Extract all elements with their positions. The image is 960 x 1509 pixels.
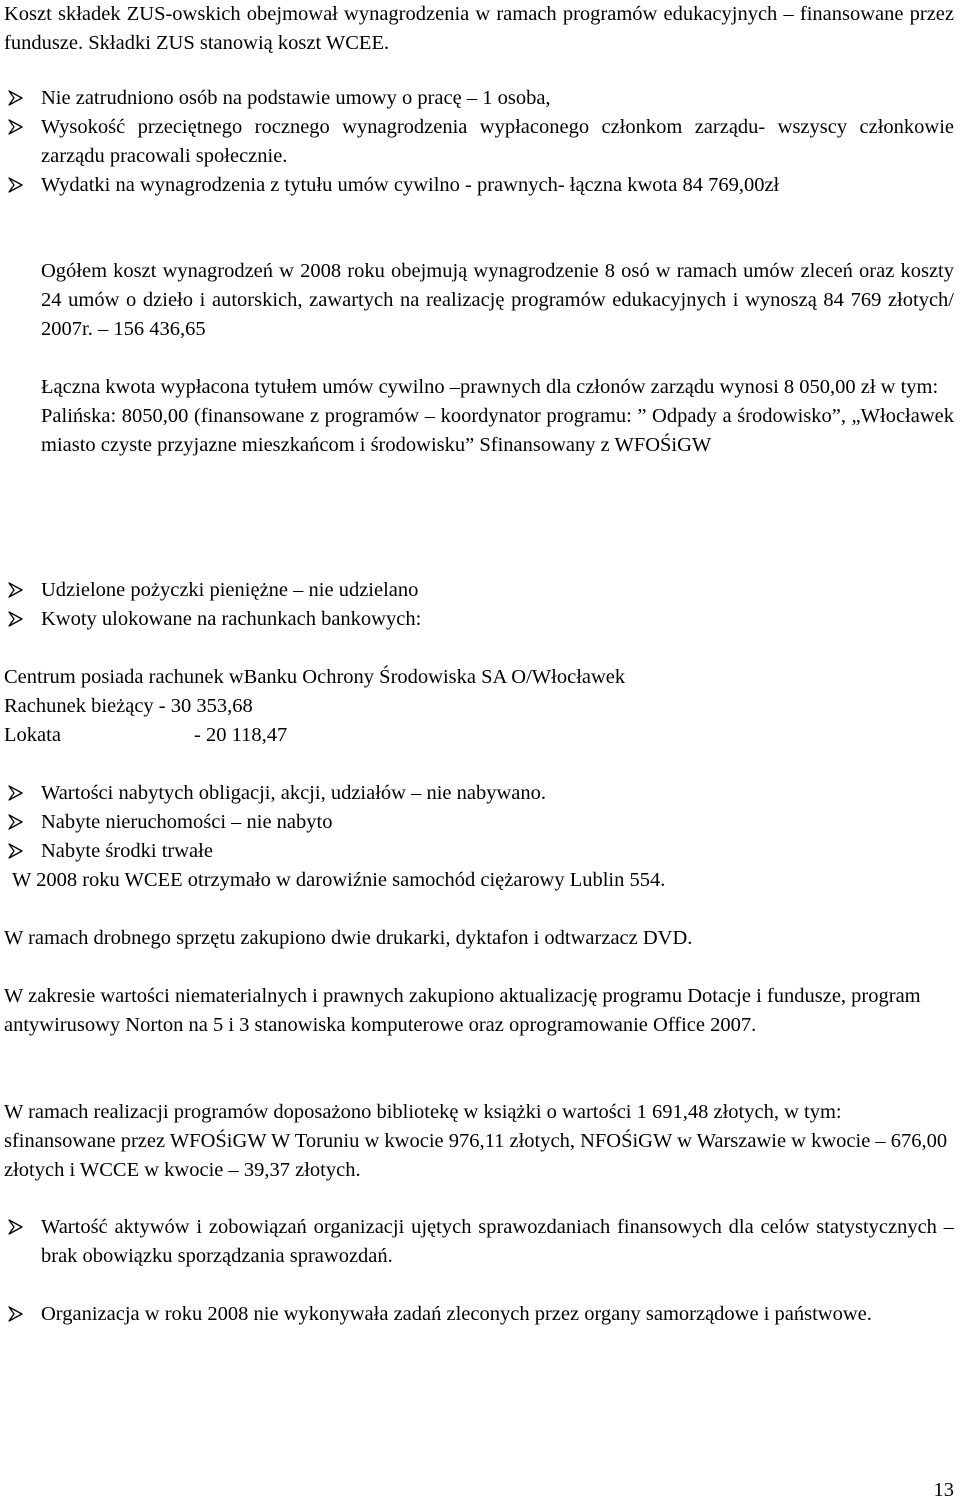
bullet-list-employment xyxy=(4,84,954,200)
arrowhead-bullet-icon xyxy=(7,611,23,627)
bullet-text: Nabyte środki trwałe xyxy=(41,840,213,862)
list-item xyxy=(4,171,954,200)
printers-section xyxy=(4,924,954,953)
arrowhead-bullet-icon xyxy=(7,1306,23,1322)
arrowhead-bullet-icon xyxy=(7,785,23,801)
page-number: 13 xyxy=(933,1479,954,1501)
list-item xyxy=(4,84,954,113)
board-section xyxy=(4,373,954,460)
bullet-text: Wydatki na wynagrodzenia z tytułu umów cywilno - prawnych- łączna kwota 84 769,00zł xyxy=(41,174,780,196)
bullet-list-assets xyxy=(4,779,954,866)
intro-section xyxy=(4,0,954,58)
bullet-text: Udzielone pożyczki pieniężne – nie udzielano xyxy=(41,579,419,601)
bullet-text: Nabyte nieruchomości – nie nabyto xyxy=(41,811,333,833)
bullet-text: Wartość aktywów i zobowiązań organizacji ujętych sprawozdaniach finansowych dla celów statystycznych – brak obowiązku sporządzania sprawozdań. xyxy=(41,1216,954,1267)
current-account-line: Rachunek bieżący - 30 353,68 xyxy=(4,695,253,717)
truck-paragraph: W 2008 roku WCEE otrzymało w darowiźnie samochód ciężarowy Lublin 554. xyxy=(12,869,666,891)
arrowhead-bullet-icon xyxy=(7,814,23,830)
board-total-line: Łączna kwota wypłacona tytułem umów cywilno –prawnych dla członów zarządu wynosi 8 050,00 zł w tym: xyxy=(41,376,939,398)
deposit-line xyxy=(4,721,954,750)
software-section xyxy=(4,982,954,1040)
deposit-label: Lokata xyxy=(4,724,61,746)
list-item xyxy=(4,113,954,171)
arrowhead-bullet-icon xyxy=(7,582,23,598)
list-item xyxy=(4,576,954,605)
salary-paragraph: Ogółem koszt wynagrodzeń w 2008 roku obejmują wynagrodzenie 8 osó w ramach umów zleceń oraz koszty 24 umów o dzieło i autorskich, zawartych na realizację programów edukacyjnych i wynoszą 84 769 złotych/ 2007r. – 156 436,65 xyxy=(41,260,954,340)
library-section xyxy=(4,1098,954,1185)
bullet-assets-section xyxy=(4,1213,954,1271)
bullet-text: Organizacja w roku 2008 nie wykonywała zadań zleconych przez organy samorządowe i państwowe. xyxy=(41,1303,872,1325)
arrowhead-bullet-icon xyxy=(7,90,23,106)
intro-paragraph: Koszt składek ZUS-owskich obejmował wynagrodzenia w ramach programów edukacyjnych – finansowane przez fundusze. Składki ZUS stanowią koszt WCEE. xyxy=(4,3,954,54)
list-item xyxy=(4,837,954,866)
salary-section xyxy=(4,257,954,344)
bullet-tasks-section xyxy=(4,1300,954,1329)
bullet-text: Wartości nabytych obligacji, akcji, udziałów – nie nabywano. xyxy=(41,782,547,804)
arrowhead-bullet-icon xyxy=(7,119,23,135)
deposit-value: - 20 118,47 xyxy=(194,724,288,746)
board-detail-line: Palińska: 8050,00 (finansowane z programów – koordynator programu: ” Odpady a środowisko”, „Włocławek miasto czyste przyjazne mieszkańcom i środowisku” Sfinansowany z WFOŚiGW xyxy=(41,405,954,456)
list-item xyxy=(4,1213,954,1271)
bank-section xyxy=(4,663,954,750)
list-item xyxy=(4,1300,954,1329)
bullet-text: Wysokość przeciętnego rocznego wynagrodzenia wypłaconego członkom zarządu- wszyscy członkowie zarządu pracowali społecznie. xyxy=(41,116,954,167)
arrowhead-bullet-icon xyxy=(7,843,23,859)
software-paragraph: W zakresie wartości niematerialnych i prawnych zakupiono aktualizację programu Dotacje i fundusze, program antywirusowy Norton na 5 i 3 stanowiska komputerowe oraz oprogramowanie Office 2007. xyxy=(4,985,921,1036)
list-item xyxy=(4,779,954,808)
library-paragraph: W ramach realizacji programów doposażono bibliotekę w książki o wartości 1 691,48 złotych, w tym: sfinansowane przez WFOŚiGW W Toruniu w kwocie 976,11 złotych, NFOŚiGW w Warszawie w kwocie – 676,00 złotych i WCCE w kwocie – 39,37 złotych. xyxy=(4,1101,948,1181)
truck-section xyxy=(4,866,954,895)
arrowhead-bullet-icon xyxy=(7,1219,23,1235)
printers-paragraph: W ramach drobnego sprzętu zakupiono dwie drukarki, dyktafon i odtwarzacz DVD. xyxy=(4,927,693,949)
list-item xyxy=(4,605,954,634)
bullet-list-finance xyxy=(4,576,954,634)
bullet-text: Kwoty ulokowane na rachunkach bankowych: xyxy=(41,608,422,630)
bank-account-line: Centrum posiada rachunek wBanku Ochrony Środowiska SA O/Włocławek xyxy=(4,666,626,688)
arrowhead-bullet-icon xyxy=(7,177,23,193)
list-item xyxy=(4,808,954,837)
bullet-text: Nie zatrudniono osób na podstawie umowy o pracę – 1 osoba, xyxy=(41,87,551,109)
